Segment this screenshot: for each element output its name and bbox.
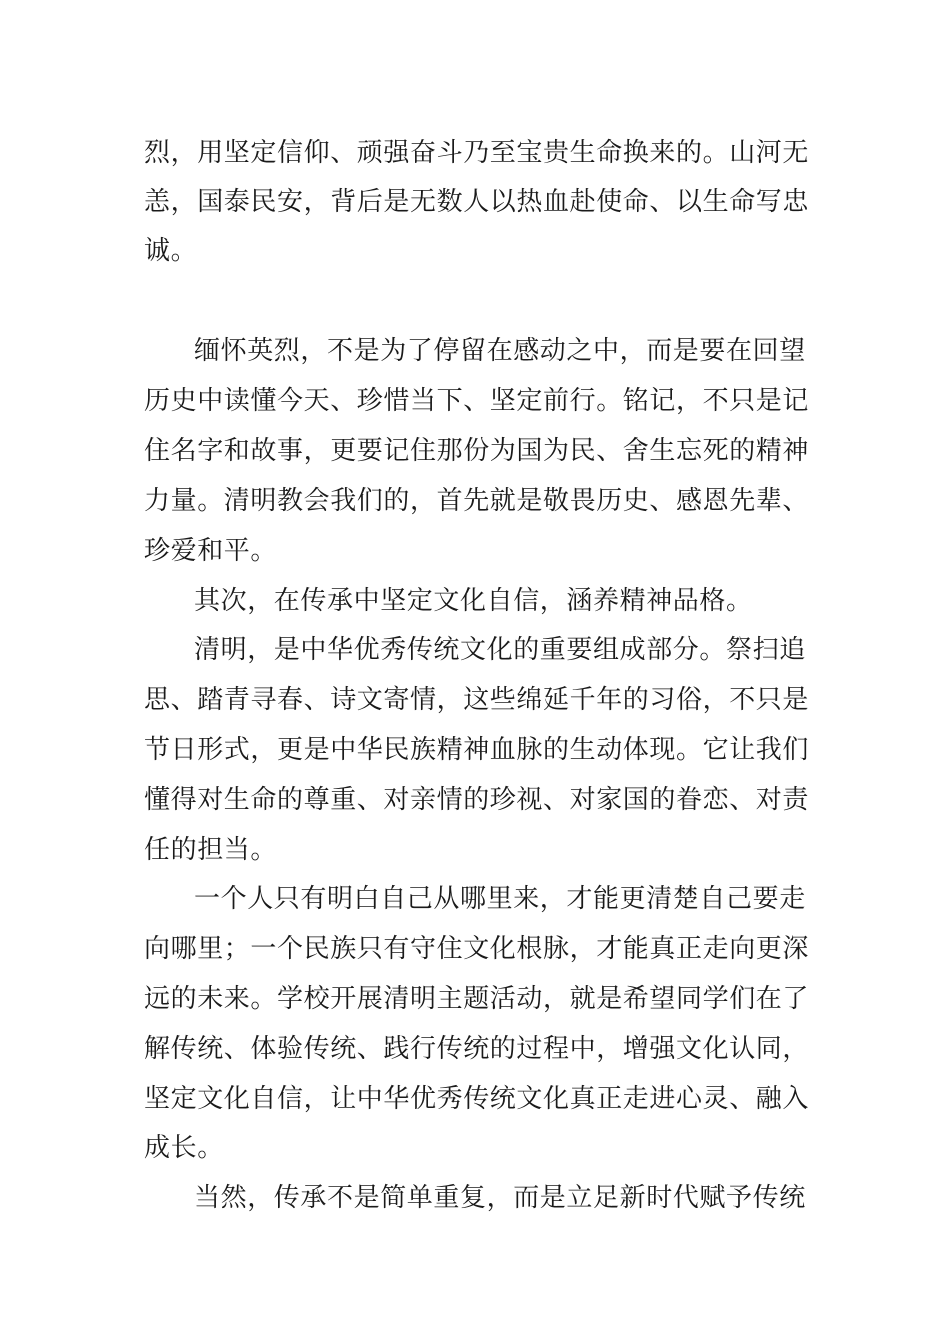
text-line: 思、踏青寻春、诗文寄情，这些绵延千年的习俗，不只是 [144,685,810,715]
text-line: 烈，用坚定信仰、顽强奋斗乃至宝贵生命换来的。山河无 [144,138,810,168]
text-line: 力量。清明教会我们的，首先就是敬畏历史、感恩先辈、 [144,486,810,516]
text-line: 诚。 [144,236,198,266]
text-line: 缅怀英烈，不是为了停留在感动之中，而是要在回望 [194,336,806,366]
text-line: 珍爱和平。 [144,536,278,566]
text-line: 成长。 [144,1133,224,1163]
text-line: 节日形式，更是中华民族精神血脉的生动体现。它让我们 [144,735,810,765]
text-line: 其次，在传承中坚定文化自信，涵养精神品格。 [194,586,753,616]
text-line: 懂得对生命的尊重、对亲情的珍视、对家国的眷恋、对责 [144,785,810,815]
text-line: 坚定文化自信，让中华优秀传统文化真正走进心灵、融入 [144,1084,810,1114]
text-line: 任的担当。 [144,835,278,865]
text-line: 住名字和故事，更要记住那份为国为民、舍生忘死的精神 [144,436,810,466]
text-line: 一个人只有明白自己从哪里来，才能更清楚自己要走 [194,884,806,914]
text-line: 恙，国泰民安，背后是无数人以热血赴使命、以生命写忠 [144,187,810,217]
text-line: 历史中读懂今天、珍惜当下、坚定前行。铭记，不只是记 [144,386,810,416]
text-line: 解传统、体验传统、践行传统的过程中，增强文化认同， [144,1034,810,1064]
text-line: 向哪里；一个民族只有守住文化根脉，才能真正走向更深 [144,934,810,964]
text-line: 当然，传承不是简单重复，而是立足新时代赋予传统 [194,1183,806,1213]
text-line: 远的未来。学校开展清明主题活动，就是希望同学们在了 [144,984,810,1014]
text-line: 清明，是中华优秀传统文化的重要组成部分。祭扫追 [194,635,806,665]
